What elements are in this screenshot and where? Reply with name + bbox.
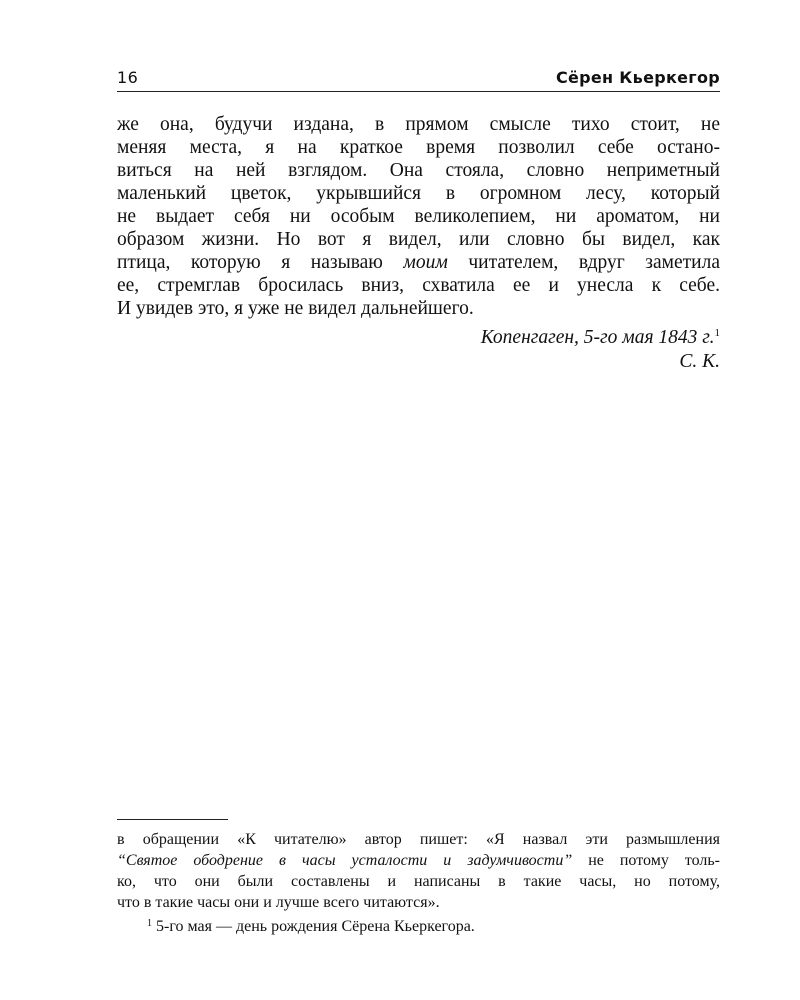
text-line: не выдает себя ни особым великолепием, ни ароматом, ни bbox=[117, 206, 720, 227]
text-line: образом жизни. Но вот я видел, или словно бы видел, как bbox=[117, 229, 720, 250]
text-line: же она, будучи издана, в прямом смысле тихо стоит, не bbox=[117, 114, 720, 135]
footnote-mark: 1 bbox=[147, 918, 152, 929]
footnote-line: ко, что они были составлены и написаны в такие часы, но потому, bbox=[117, 873, 720, 890]
footnote-line: что в такие часы они и лучше всего читаются». bbox=[117, 894, 440, 911]
text-segment: не потому толь- bbox=[572, 852, 720, 869]
text-line: ее, стремглав бросилась вниз, схватила ее и унесла к себе. bbox=[117, 275, 720, 296]
header-rule bbox=[117, 91, 720, 92]
place-date: Копенгаген, 5-го мая 1843 г. bbox=[480, 327, 715, 348]
footnote-line: в обращении «К читателю» автор пишет: «Я назвал эти размышления bbox=[117, 831, 720, 848]
text-segment: птица, которую я называю bbox=[117, 252, 404, 273]
footnote-text: 5-го мая — день рождения Сёрена Кьеркегора. bbox=[152, 918, 475, 935]
running-head-author: Сёрен Кьеркегор bbox=[555, 68, 720, 87]
footnote-line bbox=[117, 850, 720, 871]
page-number: 16 bbox=[117, 68, 139, 87]
place-date-line bbox=[481, 321, 720, 350]
main-text bbox=[117, 113, 720, 320]
author-initials: С. К. bbox=[679, 351, 720, 372]
text-line: И увидев это, я уже не видел дальнейшего. bbox=[117, 298, 474, 319]
text-line bbox=[117, 251, 720, 274]
signature-block bbox=[481, 321, 720, 374]
footnotes bbox=[117, 829, 720, 934]
text-segment: читателем, вдруг заметила bbox=[447, 252, 720, 273]
footnote-rule bbox=[117, 819, 228, 820]
text-line: виться на ней взглядом. Она стояла, словно неприметный bbox=[117, 160, 720, 181]
footnote-reference: 1 bbox=[714, 327, 720, 339]
text-line: меняя места, я на краткое время позволил себе остано- bbox=[117, 137, 720, 158]
footnote-1 bbox=[117, 913, 720, 934]
emphasis-text: моим bbox=[403, 252, 448, 273]
emphasis-text: “Святое ободрение в часы усталости и задумчивости” bbox=[117, 852, 573, 869]
running-head bbox=[117, 66, 720, 88]
text-line: маленький цветок, укрывшийся в огромном лесу, который bbox=[117, 183, 720, 204]
